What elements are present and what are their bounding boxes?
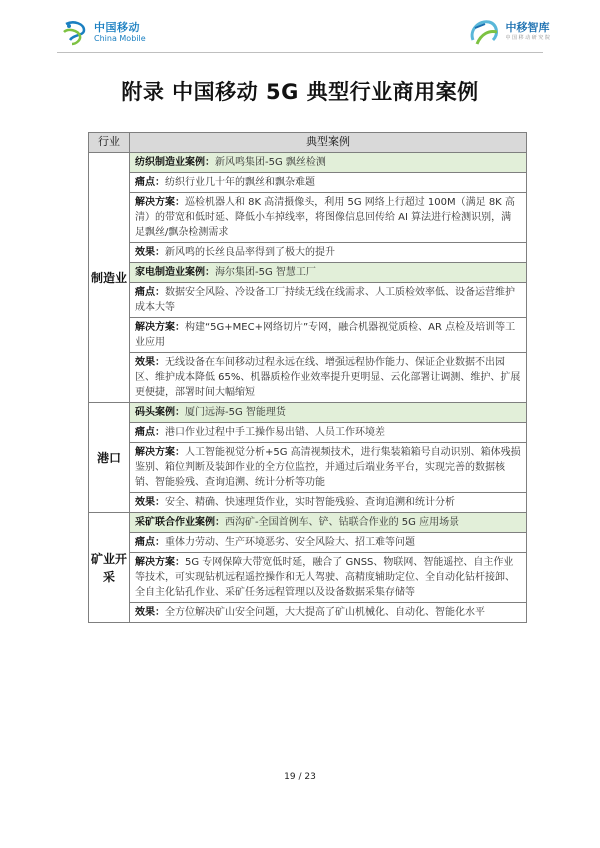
case-title-cell	[130, 263, 527, 283]
industry-cell: 矿业开采	[89, 513, 130, 623]
row-label: 痛点：	[135, 427, 165, 438]
header-industry: 行业	[89, 133, 130, 153]
row-label: 效果：	[135, 357, 165, 368]
think-tank-cn: 中移智库	[505, 21, 550, 34]
solution-cell	[130, 443, 527, 493]
case-text: 新风鸣集团-5G 飘丝检测	[215, 157, 326, 168]
table-row	[89, 193, 527, 243]
pain-point-cell	[130, 173, 527, 193]
china-mobile-logo	[60, 18, 146, 48]
table-header-row	[89, 133, 527, 153]
row-text: 5G 专网保障大带宽低时延，融合了 GNSS、物联网、智能遥控、自主作业等技术，可实现钻机远程遥控操作和无人驾驶、高精度辅助定位、全自动化钻杆接卸、全自主化钻孔作业、采矿任务远程管理以及设备数据采集存储等	[135, 557, 515, 598]
china-mobile-cn: 中国移动	[94, 21, 140, 34]
page-header	[0, 0, 600, 60]
row-label: 效果：	[135, 497, 165, 508]
row-text: 数据安全风险、冷设备工厂持续无线在线需求、人工质检效率低、设备运营维护成本大等	[135, 287, 515, 313]
case-label: 码头案例：	[135, 407, 185, 418]
table-row	[89, 443, 527, 493]
industry-cell: 港口	[89, 403, 130, 513]
case-title-cell	[130, 153, 527, 173]
row-text: 重体力劳动、生产环境恶劣、安全风险大、招工难等问题	[165, 537, 415, 548]
row-text: 人工智能视觉分析+5G 高清视频技术，进行集装箱箱号自动识别、箱体残损鉴别、箱位判断及装卸作业的全方位监控，并通过后端业务平台，实现完善的数据核销、智能验残、查询追溯、统计分析等功能	[135, 447, 521, 488]
table-row	[89, 263, 527, 283]
table-row	[89, 283, 527, 318]
case-title-cell	[130, 513, 527, 533]
row-label: 效果：	[135, 607, 165, 618]
table-row	[89, 243, 527, 263]
table-row	[89, 403, 527, 423]
table-row	[89, 513, 527, 533]
row-text: 港口作业过程中手工操作易出错、人员工作环境差	[165, 427, 385, 438]
row-text: 无线设备在车间移动过程永远在线、增强远程协作能力、保证企业数据不出园区、维护成本降低 65%、机器质检作业效率提升更明显、云化部署让调测、维护、扩展更便捷，部署时间大幅缩短	[135, 357, 521, 398]
row-text: 新风鸣的长丝良品率得到了极大的提升	[165, 247, 335, 258]
case-title-cell	[130, 403, 527, 423]
case-table	[88, 132, 527, 623]
table-row	[89, 603, 527, 623]
solution-cell	[130, 193, 527, 243]
case-text: 厦门远海-5G 智能理货	[185, 407, 286, 418]
effect-cell	[130, 603, 527, 623]
think-tank-logo-icon	[467, 16, 501, 50]
case-label: 采矿联合作业案例：	[135, 517, 225, 528]
row-label: 解决方案：	[135, 322, 185, 333]
think-tank-logo	[467, 16, 550, 50]
effect-cell	[130, 493, 527, 513]
case-text: 西沟矿-全国首例车、铲、钻联合作业的 5G 应用场景	[225, 517, 460, 528]
solution-cell	[130, 318, 527, 353]
table-row	[89, 423, 527, 443]
china-mobile-en: China Mobile	[94, 34, 146, 43]
row-text: 全方位解决矿山安全问题，大大提高了矿山机械化、自动化、智能化水平	[165, 607, 485, 618]
row-text: 构建“5G+MEC+网络切片”专网，融合机器视觉质检、AR 点检及培训等工业应用	[135, 322, 516, 348]
effect-cell	[130, 353, 527, 403]
header-divider	[57, 52, 543, 53]
row-text: 纺织行业几十年的飘丝和飘杂难题	[165, 177, 315, 188]
table-row	[89, 153, 527, 173]
solution-cell	[130, 553, 527, 603]
industry-cell: 制造业	[89, 153, 130, 403]
pain-point-cell	[130, 423, 527, 443]
row-label: 痛点：	[135, 287, 165, 298]
row-text: 安全、精确、快速理货作业，实时智能残验、查询追溯和统计分析	[165, 497, 455, 508]
case-text: 海尔集团-5G 智慧工厂	[215, 267, 316, 278]
pain-point-cell	[130, 283, 527, 318]
table-row	[89, 318, 527, 353]
effect-cell	[130, 243, 527, 263]
page-number: 19 / 23	[284, 772, 316, 782]
row-label: 效果：	[135, 247, 165, 258]
think-tank-sub: 中 国 移 动 研 究 院	[505, 35, 550, 41]
table-row	[89, 493, 527, 513]
table-row	[89, 353, 527, 403]
row-label: 解决方案：	[135, 557, 185, 568]
case-label: 纺织制造业案例：	[135, 157, 215, 168]
case-label: 家电制造业案例：	[135, 267, 215, 278]
row-label: 解决方案：	[135, 197, 185, 208]
table-row	[89, 553, 527, 603]
table-row	[89, 173, 527, 193]
china-mobile-logo-icon	[60, 18, 90, 48]
row-text: 巡检机器人和 8K 高清摄像头，利用 5G 网络上行超过 100M（满足 8K 高清）的带宽和低时延、降低小车掉线率，将图像信息回传给 AI 算法进行检测识别，满足飘丝/飘杂检测需求	[135, 197, 515, 238]
row-label: 解决方案：	[135, 447, 185, 458]
row-label: 痛点：	[135, 537, 165, 548]
header-case: 典型案例	[130, 133, 527, 153]
table-row	[89, 533, 527, 553]
pain-point-cell	[130, 533, 527, 553]
row-label: 痛点：	[135, 177, 165, 188]
page-title: 附录 中国移动 5G 典型行业商用案例	[121, 80, 479, 104]
